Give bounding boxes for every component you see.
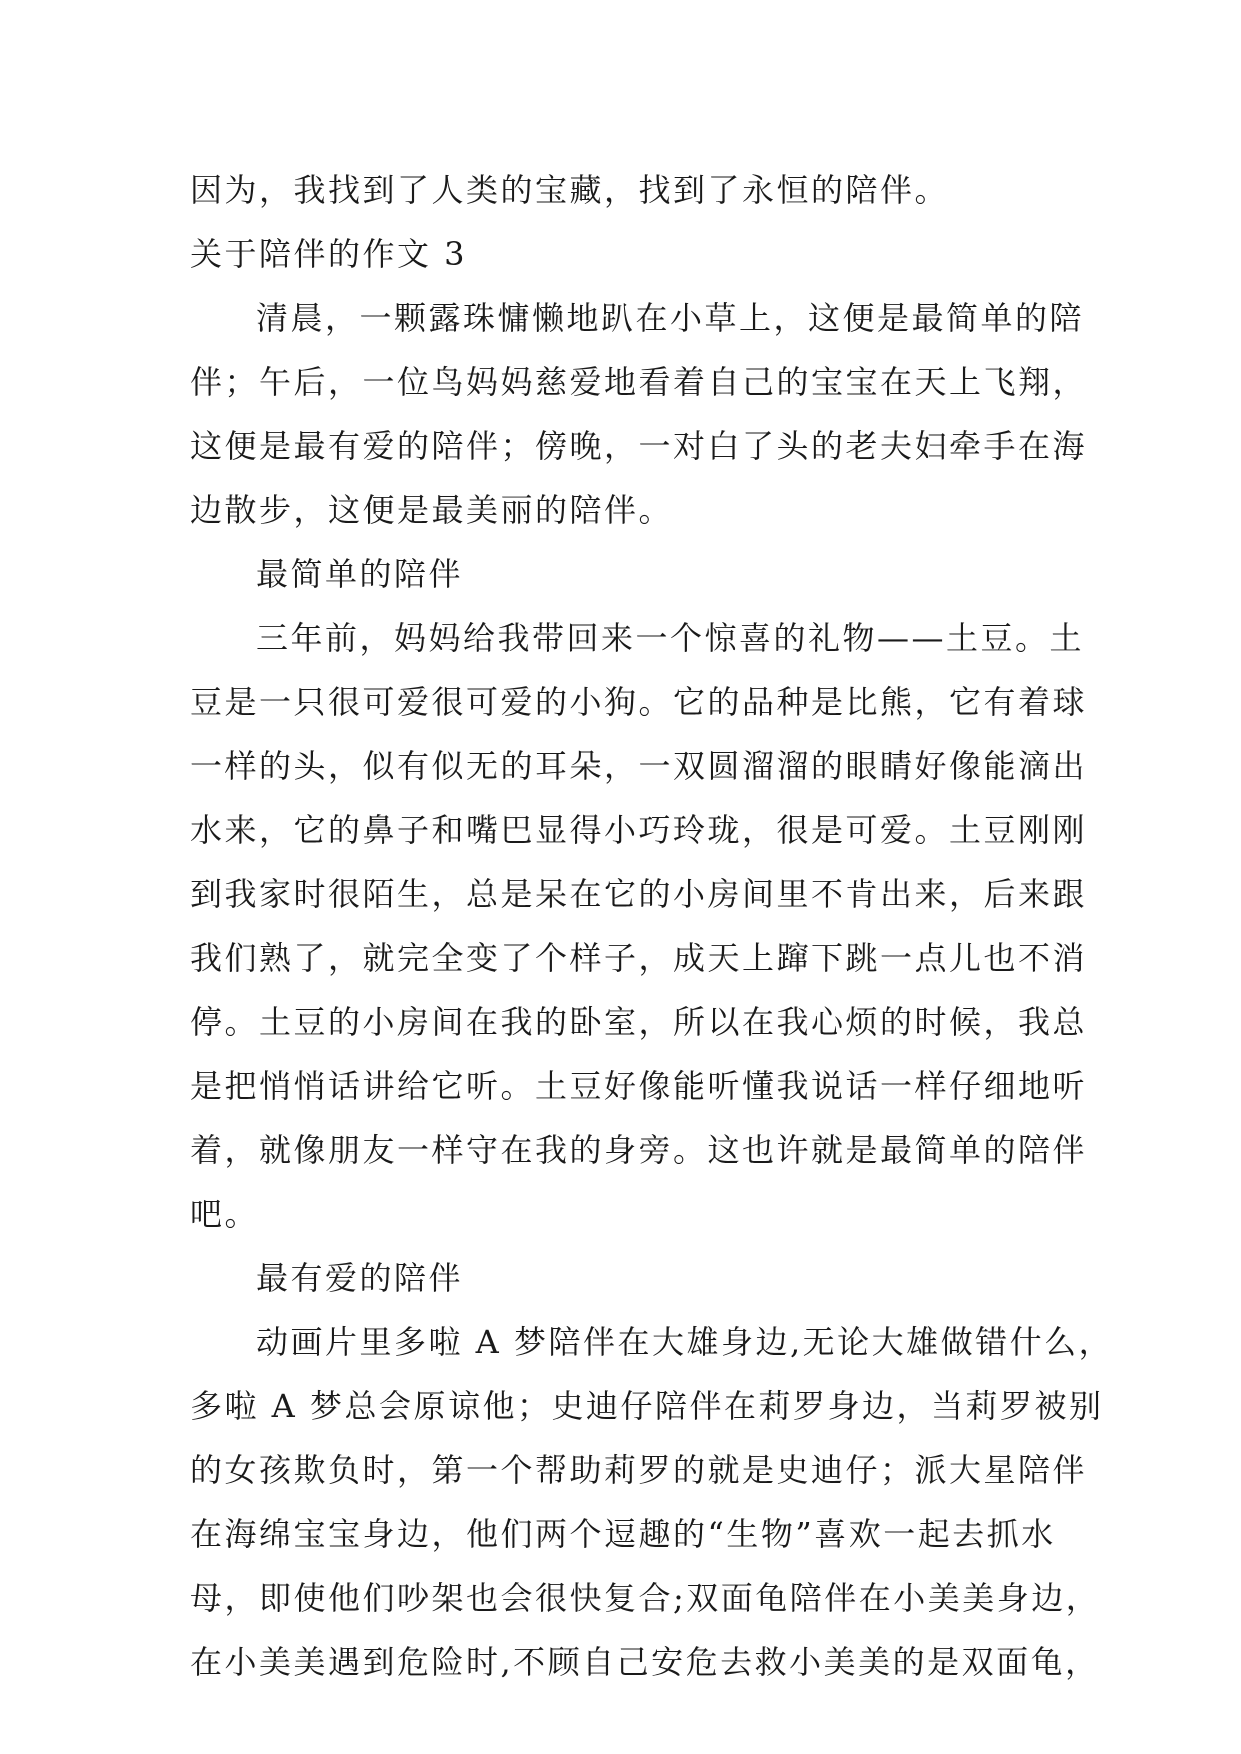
text-line: 一样的头，似有似无的耳朵，一双圆溜溜的眼睛好像能滴出 <box>190 747 1088 785</box>
text-line: 多啦 A 梦总会原谅他；史迪仔陪伴在莉罗身边，当莉罗被别 <box>190 1387 1104 1425</box>
text-line: 三年前，妈妈给我带回来一个惊喜的礼物——土豆。土 <box>256 619 1085 657</box>
section-heading: 最有爱的陪伴 <box>256 1259 464 1297</box>
section-heading: 最简单的陪伴 <box>256 555 464 593</box>
essay-title: 关于陪伴的作文 3 <box>190 235 468 273</box>
text-line: 到我家时很陌生，总是呆在它的小房间里不肯出来，后来跟 <box>190 875 1088 913</box>
essay-body <box>190 158 1114 1694</box>
text-line: 因为，我找到了人类的宝藏，找到了永恒的陪伴。 <box>190 171 950 209</box>
text-line: 停。土豆的小房间在我的卧室，所以在我心烦的时候，我总 <box>190 1003 1088 1041</box>
text-line: 的女孩欺负时，第一个帮助莉罗的就是史迪仔；派大星陪伴 <box>190 1451 1088 1489</box>
text-line: 水来，它的鼻子和嘴巴显得小巧玲珑，很是可爱。土豆刚刚 <box>190 811 1088 849</box>
text-line: 我们熟了，就完全变了个样子，成天上蹿下跳一点儿也不消 <box>190 939 1088 977</box>
text-line: 这便是最有爱的陪伴；傍晚，一对白了头的老夫妇牵手在海 <box>190 427 1088 465</box>
text-line: 着，就像朋友一样守在我的身旁。这也许就是最简单的陪伴 <box>190 1131 1088 1169</box>
text-line: 吧。 <box>190 1195 260 1233</box>
text-line: 是把悄悄话讲给它听。土豆好像能听懂我说话一样仔细地听 <box>190 1067 1088 1105</box>
text-line: 在小美美遇到危险时,不顾自己安危去救小美美的是双面龟， <box>190 1643 1100 1681</box>
text-line: 清晨，一颗露珠慵懒地趴在小草上，这便是最简单的陪 <box>256 299 1085 337</box>
text-line: 伴；午后，一位鸟妈妈慈爱地看着自己的宝宝在天上飞翔， <box>190 363 1088 401</box>
text-line: 豆是一只很可爱很可爱的小狗。它的品种是比熊，它有着球 <box>190 683 1088 721</box>
text-line: 边散步，这便是最美丽的陪伴。 <box>190 491 674 529</box>
text-line: 母，即使他们吵架也会很快复合;双面龟陪伴在小美美身边， <box>190 1579 1101 1617</box>
text-line: 动画片里多啦 A 梦陪伴在大雄身边,无论大雄做错什么， <box>256 1323 1114 1361</box>
text-line: 在海绵宝宝身边，他们两个逗趣的“生物”喜欢一起去抓水 <box>190 1515 1056 1553</box>
